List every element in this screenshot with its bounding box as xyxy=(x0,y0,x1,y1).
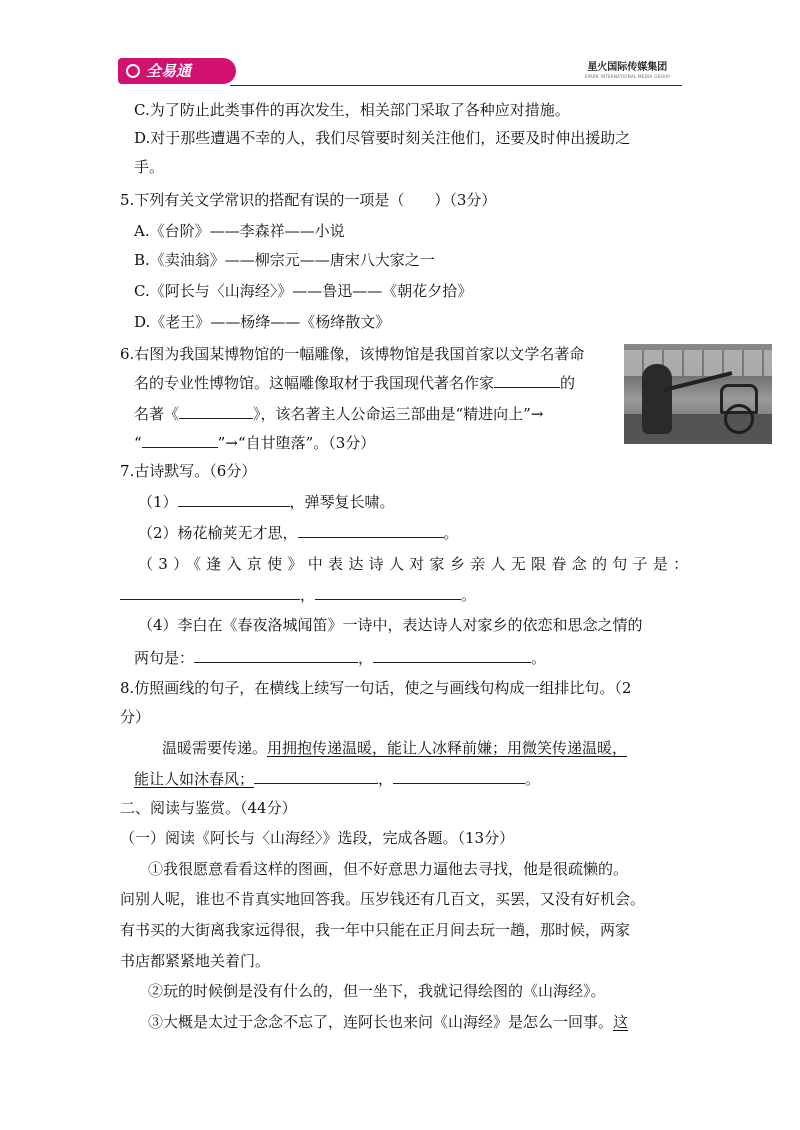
q6-line2-text: 名的专业性博物馆。这幅雕像取材于我国现代著名作家 xyxy=(134,374,495,392)
q4-option-d-line2: 手。 xyxy=(134,158,165,176)
q7-item4-sep: ， xyxy=(358,649,374,667)
q6-line3 xyxy=(134,403,543,424)
q7-item4-blank1[interactable] xyxy=(194,647,358,663)
q8-line3-lead: 温暖需要传递。 xyxy=(162,739,268,757)
q4-option-c: C.为了防止此类事件的再次发生，相关部门采取了各种应对措施。 xyxy=(134,101,570,119)
logo-icon xyxy=(126,64,140,78)
q8-line2: 分） xyxy=(120,708,151,726)
q7-item2-end: 。 xyxy=(443,524,459,542)
q8-underlined-sentence: 用拥抱传递温暖，能让人冰释前嫌；用微笑传递温暖， xyxy=(267,739,628,757)
q7-item1-blank[interactable] xyxy=(178,491,290,507)
section2-subtitle: （一）阅读《阿长与〈山海经〉》选段，完成各题。（13分） xyxy=(120,829,515,847)
q7-item3-blank1[interactable] xyxy=(120,584,300,600)
q4-option-d-line1: D.对于那些遭遇不幸的人，我们尽管要时刻关注他们，还要及时伸出援助之 xyxy=(134,129,631,147)
q5-stem: 5.下列有关文学常识的搭配有误的一项是（ ）（3分） xyxy=(120,191,497,209)
q7-item3-answer xyxy=(120,584,476,605)
q7-item3: （3）《逢入京使》中表达诗人对家乡亲人无限眷念的句子是： xyxy=(138,555,694,573)
q7-item3-end: 。 xyxy=(461,586,477,604)
q7-item2-text: （2）杨花榆荚无才思， xyxy=(138,524,298,542)
q8-line3 xyxy=(162,738,627,758)
q7-stem: 7.古诗默写。（6分） xyxy=(120,462,257,480)
q8-line1: 8.仿照画线的句子，在横线上续写一句话，使之与画线句构成一组排比句。（2 xyxy=(120,679,632,697)
q8-blank1[interactable] xyxy=(254,768,378,784)
company-name-text: 星火国际传媒集团 xyxy=(587,62,668,73)
brand-logo xyxy=(118,58,236,84)
q7-item4-blank2[interactable] xyxy=(373,647,531,663)
company-subtitle: SPARK INTERNATIONAL MEDIA GROUP xyxy=(584,74,670,79)
passage-p1-line1: ①我很愿意看看这样的图画，但不好意思力逼他去寻找，他是很疏懒的。 xyxy=(148,860,629,878)
q7-item3-sep: ， xyxy=(300,586,316,604)
q6-line3-end: 》，该名著主人公命运三部曲是“精进向上”→ xyxy=(253,405,544,423)
q7-item4: （4）李白在《春夜洛城闻笛》一诗中，表达诗人对家乡的依恋和思念之情的 xyxy=(138,616,643,634)
q7-item1-text: ，弹琴复长啸。 xyxy=(289,493,395,511)
company-name xyxy=(585,62,670,80)
passage-p3-text: ③大概是太过于念念不忘了，连阿长也来问《山海经》是怎么一回事。 xyxy=(148,1013,614,1031)
rickshaw-wheel xyxy=(724,404,754,434)
logo-text: 全易通 xyxy=(146,62,192,80)
q6-line4-text: “ xyxy=(134,434,142,452)
q7-item1 xyxy=(138,491,395,512)
q5-option-a: A.《台阶》——李森祥——小说 xyxy=(134,222,345,240)
q6-stage-blank[interactable] xyxy=(142,432,218,448)
q7-item4-end: 。 xyxy=(531,649,547,667)
q7-item1-num: （1） xyxy=(138,493,178,511)
header-divider xyxy=(230,85,682,86)
page-header xyxy=(110,56,682,86)
q8-underlined-sentence-end: 能让人如沐春风； xyxy=(134,770,255,788)
q8-end: 。 xyxy=(525,770,541,788)
passage-p3 xyxy=(148,1012,628,1032)
q6-line2 xyxy=(134,372,575,393)
q7-item2-blank[interactable] xyxy=(298,522,444,538)
q7-item4-answer xyxy=(134,647,546,668)
q8-line4 xyxy=(134,768,540,789)
q6-line1: 6.右图为我国某博物馆的一幅雕像，该博物馆是我国首家以文学名著命 xyxy=(120,345,585,363)
q8-blank2[interactable] xyxy=(393,768,525,784)
statue-photo xyxy=(624,344,772,444)
q5-option-c: C.《阿长与〈山海经〉》——鲁迅——《朝花夕拾》 xyxy=(134,282,473,300)
q6-author-blank[interactable] xyxy=(494,372,560,388)
q6-line3-text: 名著《 xyxy=(134,405,180,423)
section2-title: 二、阅读与鉴赏。（44分） xyxy=(120,799,297,817)
q8-sep: ， xyxy=(378,770,394,788)
passage-p1-line4: 书店都紧紧地关着门。 xyxy=(120,952,271,970)
q5-option-d: D.《老王》——杨绛——《杨绛散文》 xyxy=(134,313,391,331)
q6-line4 xyxy=(134,432,375,453)
passage-p1-line3: 有书买的大街离我家远得很，我一年中只能在正月间去玩一趟，那时候，两家 xyxy=(120,921,631,939)
q7-item3-blank2[interactable] xyxy=(315,584,461,600)
rickshaw-puller-figure xyxy=(642,364,672,434)
passage-p1-line2: 问别人呢，谁也不肯真实地回答我。压岁钱还有几百文，买罢，又没有好机会。 xyxy=(120,890,646,908)
q6-book-blank[interactable] xyxy=(179,403,253,419)
q5-option-b: B.《卖油翁》——柳宗元——唐宋八大家之一 xyxy=(134,251,435,269)
q6-line2-end: 的 xyxy=(560,374,576,392)
q7-item2 xyxy=(138,522,459,543)
passage-p2: ②玩的时候倒是没有什么的，但一坐下，我就记得绘图的《山海经》。 xyxy=(148,982,606,1000)
q7-item4-label: 两句是： xyxy=(134,649,195,667)
passage-p3-underlined: 这 xyxy=(613,1013,629,1031)
q6-line4-end: ”→“自甘堕落”。（3分） xyxy=(217,434,376,452)
